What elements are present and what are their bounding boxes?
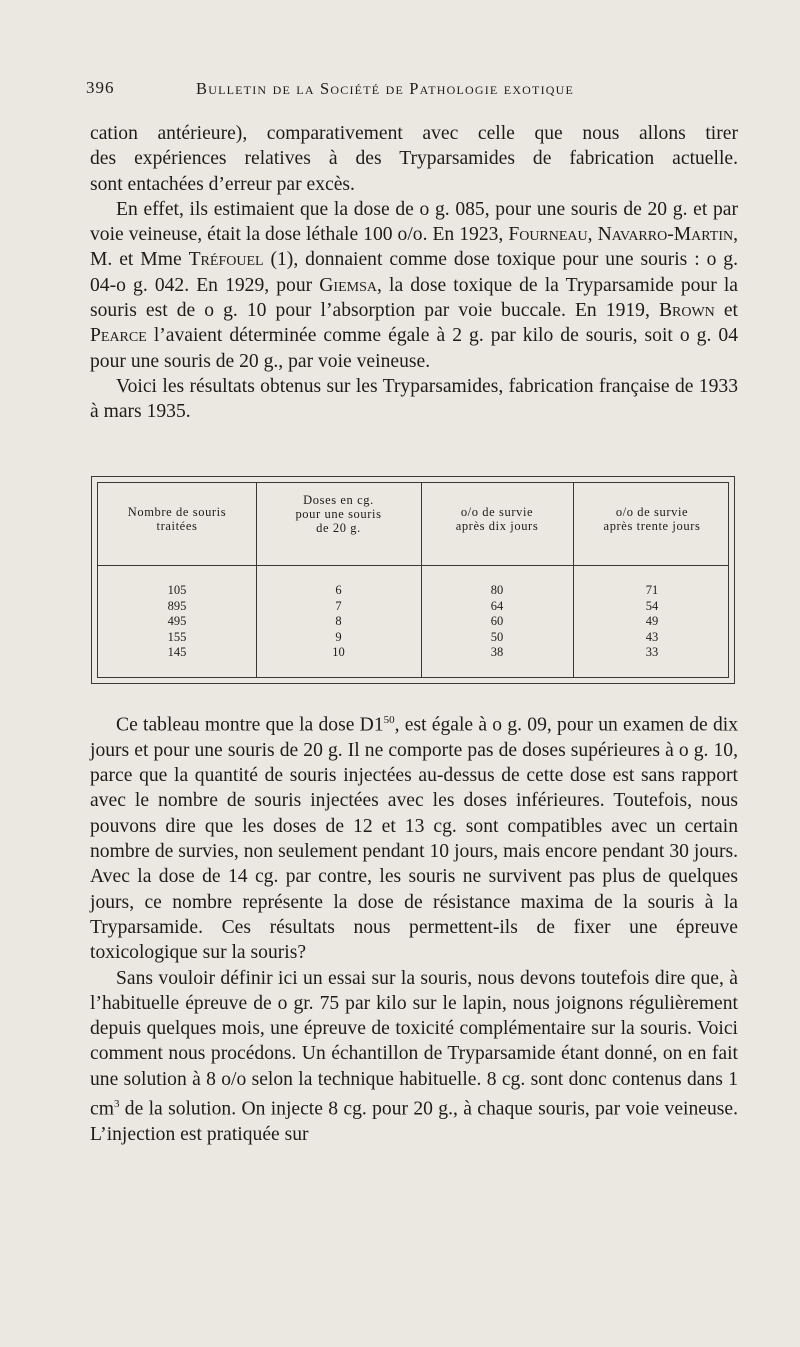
superscript: 3 [113,1097,120,1110]
header-line: pour une souris [295,507,382,521]
text-run: En effet, ils estimaient que la dose de o g. 085, pour une souris de 20 g. et par voie veineuse, était la dose léthale 100 o/o. En 1923, [90,198,738,246]
text-run: , est égale à o g. 09, pour un examen de dix jours et pour une souris de 20 g. Il ne comporte pas de doses supérieures à o g. 10, parce que la quantité de souris injectées au-dessus de cette dose est sans rapport avec le nombre de souris injectées avec les doses inférieures. Toutefois, nous pouvons dire que les doses de 12 et 13 cg. sont compatibles avec un certain nombre de survies, non seulement pendant 10 jours, mais encore pendant 30 jours. Avec la dose de 14 cg. par contre, les souris ne survivent pas plus de quelques jours, ce nombre représente la dose de résistance maxima de la souris à la Tryparsamide. Ces résultats nous permettent-ils de fixer une épreuve toxicologique sur la souris? [90,714,738,964]
author-name: Giemsa [319,274,377,296]
table-cell: 6 [335,583,342,597]
text-run: de la solution. On injecte 8 cg. pour 20 g., à chaque souris, par voie veineuse. L’injection est pratiquée sur [90,1098,738,1145]
text-run: , M. et Mme [90,224,739,271]
table-cell: 64 [490,598,504,613]
text-run: (1), donnaient comme dose toxique pour une souris : o g. 04-o g. 042. En 1929, pour [90,249,739,296]
header-line: traitées [156,519,198,533]
paragraph-line: sont entachées d’erreur par excès. [90,173,355,195]
table-cell: 43 [645,629,659,644]
text-run: , [587,224,598,246]
paragraph-continuation-3 [90,172,738,197]
paragraph-continuation [90,121,738,146]
text-block-top [90,121,738,425]
table-cell: 49 [645,614,659,628]
column-header-survival-10 [421,505,573,533]
table-cell: 155 [167,629,187,644]
paragraph-results-intro: Voici les résultats obtenus sur les Tryparsamides, fabrication française de 1933 à mars 1935. [90,375,738,423]
text-run: Sans vouloir définir ici un essai sur la souris, nous devons toutefois dire que, à l’habituelle épreuve de o gr. 75 par kilo sur le lapin, nous joignons régulièrement depuis quelques mois, une épreuve de toxicité complémentaire sur la souris. Voici comment nous procédons. Un échantillon de Tryparsamide étant donné, on en fait une solution à 8 o/o selon la technique habituelle. 8 cg. sont donc contenus dans 1 cm [90,967,738,1120]
header-line: après dix jours [455,519,539,533]
author-name: Navarro-Martin [597,224,734,246]
paragraph-toxicity-history [90,197,738,374]
superscript: 50 [383,714,395,726]
header-line: o/o de survie [615,505,689,519]
table-cell: 54 [645,598,659,613]
author-name: Tréfouel [188,249,264,271]
column-mice [98,583,256,661]
table-cell: 10 [332,645,345,659]
column-dose [256,583,421,661]
table-cell: 50 [490,629,504,644]
text-run: Ce tableau montre que la dose D1 [116,714,384,736]
table-cell: 105 [167,583,187,597]
header-line: de 20 g. [316,521,361,535]
table-cell: 60 [490,614,504,628]
author-name: Pearce [90,325,147,347]
page-number: 396 [86,78,115,97]
results-table-inner [97,482,729,678]
header-line: Nombre de souris [127,505,227,519]
text-run: l’avaient déterminée comme égale à 2 g. par kilo de souris, soit o g. 04 pour une souris de 20 g., par voie veineuse. [90,325,738,372]
table-cell: 9 [335,629,342,644]
table-cell: 895 [167,598,187,613]
paragraph-continuation-2 [90,146,738,171]
paragraph-line: cation antérieure), comparativement avec celle que nous allons tirer [90,123,738,144]
table-cell: 33 [645,645,659,659]
author-name: Fourneau [508,224,588,246]
running-title: Bulletin de la Société de Pathologie exotique [196,79,575,98]
table-cell: 145 [167,645,187,659]
header-separator [98,565,728,566]
column-header-survival-30 [573,505,731,533]
author-name: Brown [658,300,715,322]
table-cell: 495 [167,614,187,628]
paragraph-line: des expériences relatives à des Tryparsamides de fabrication actuelle. [90,148,738,170]
column-header-mice [98,505,256,533]
table-cell: 8 [335,614,342,628]
table-cell: 38 [490,645,504,659]
header-line: o/o de survie [460,505,534,519]
header-line: Doses en cg. [303,493,374,507]
results-table [91,476,735,684]
text-run: , la dose toxique de la Tryparsamide pour la souris est de o g. 10 pour l’absorption par voie buccale. En 1919, [90,274,738,322]
table-cell: 80 [490,583,504,597]
column-survival-30 [573,583,731,661]
column-survival-10 [421,583,573,661]
text-block-bottom [90,708,738,1147]
table-cell: 7 [335,598,342,613]
column-header-dose [256,493,421,535]
header-line: après trente jours [603,519,701,533]
text-run: et [714,300,738,322]
paragraph-table-commentary [90,708,738,966]
table-cell: 71 [645,583,659,597]
paragraph-mouse-procedure [90,966,738,1148]
